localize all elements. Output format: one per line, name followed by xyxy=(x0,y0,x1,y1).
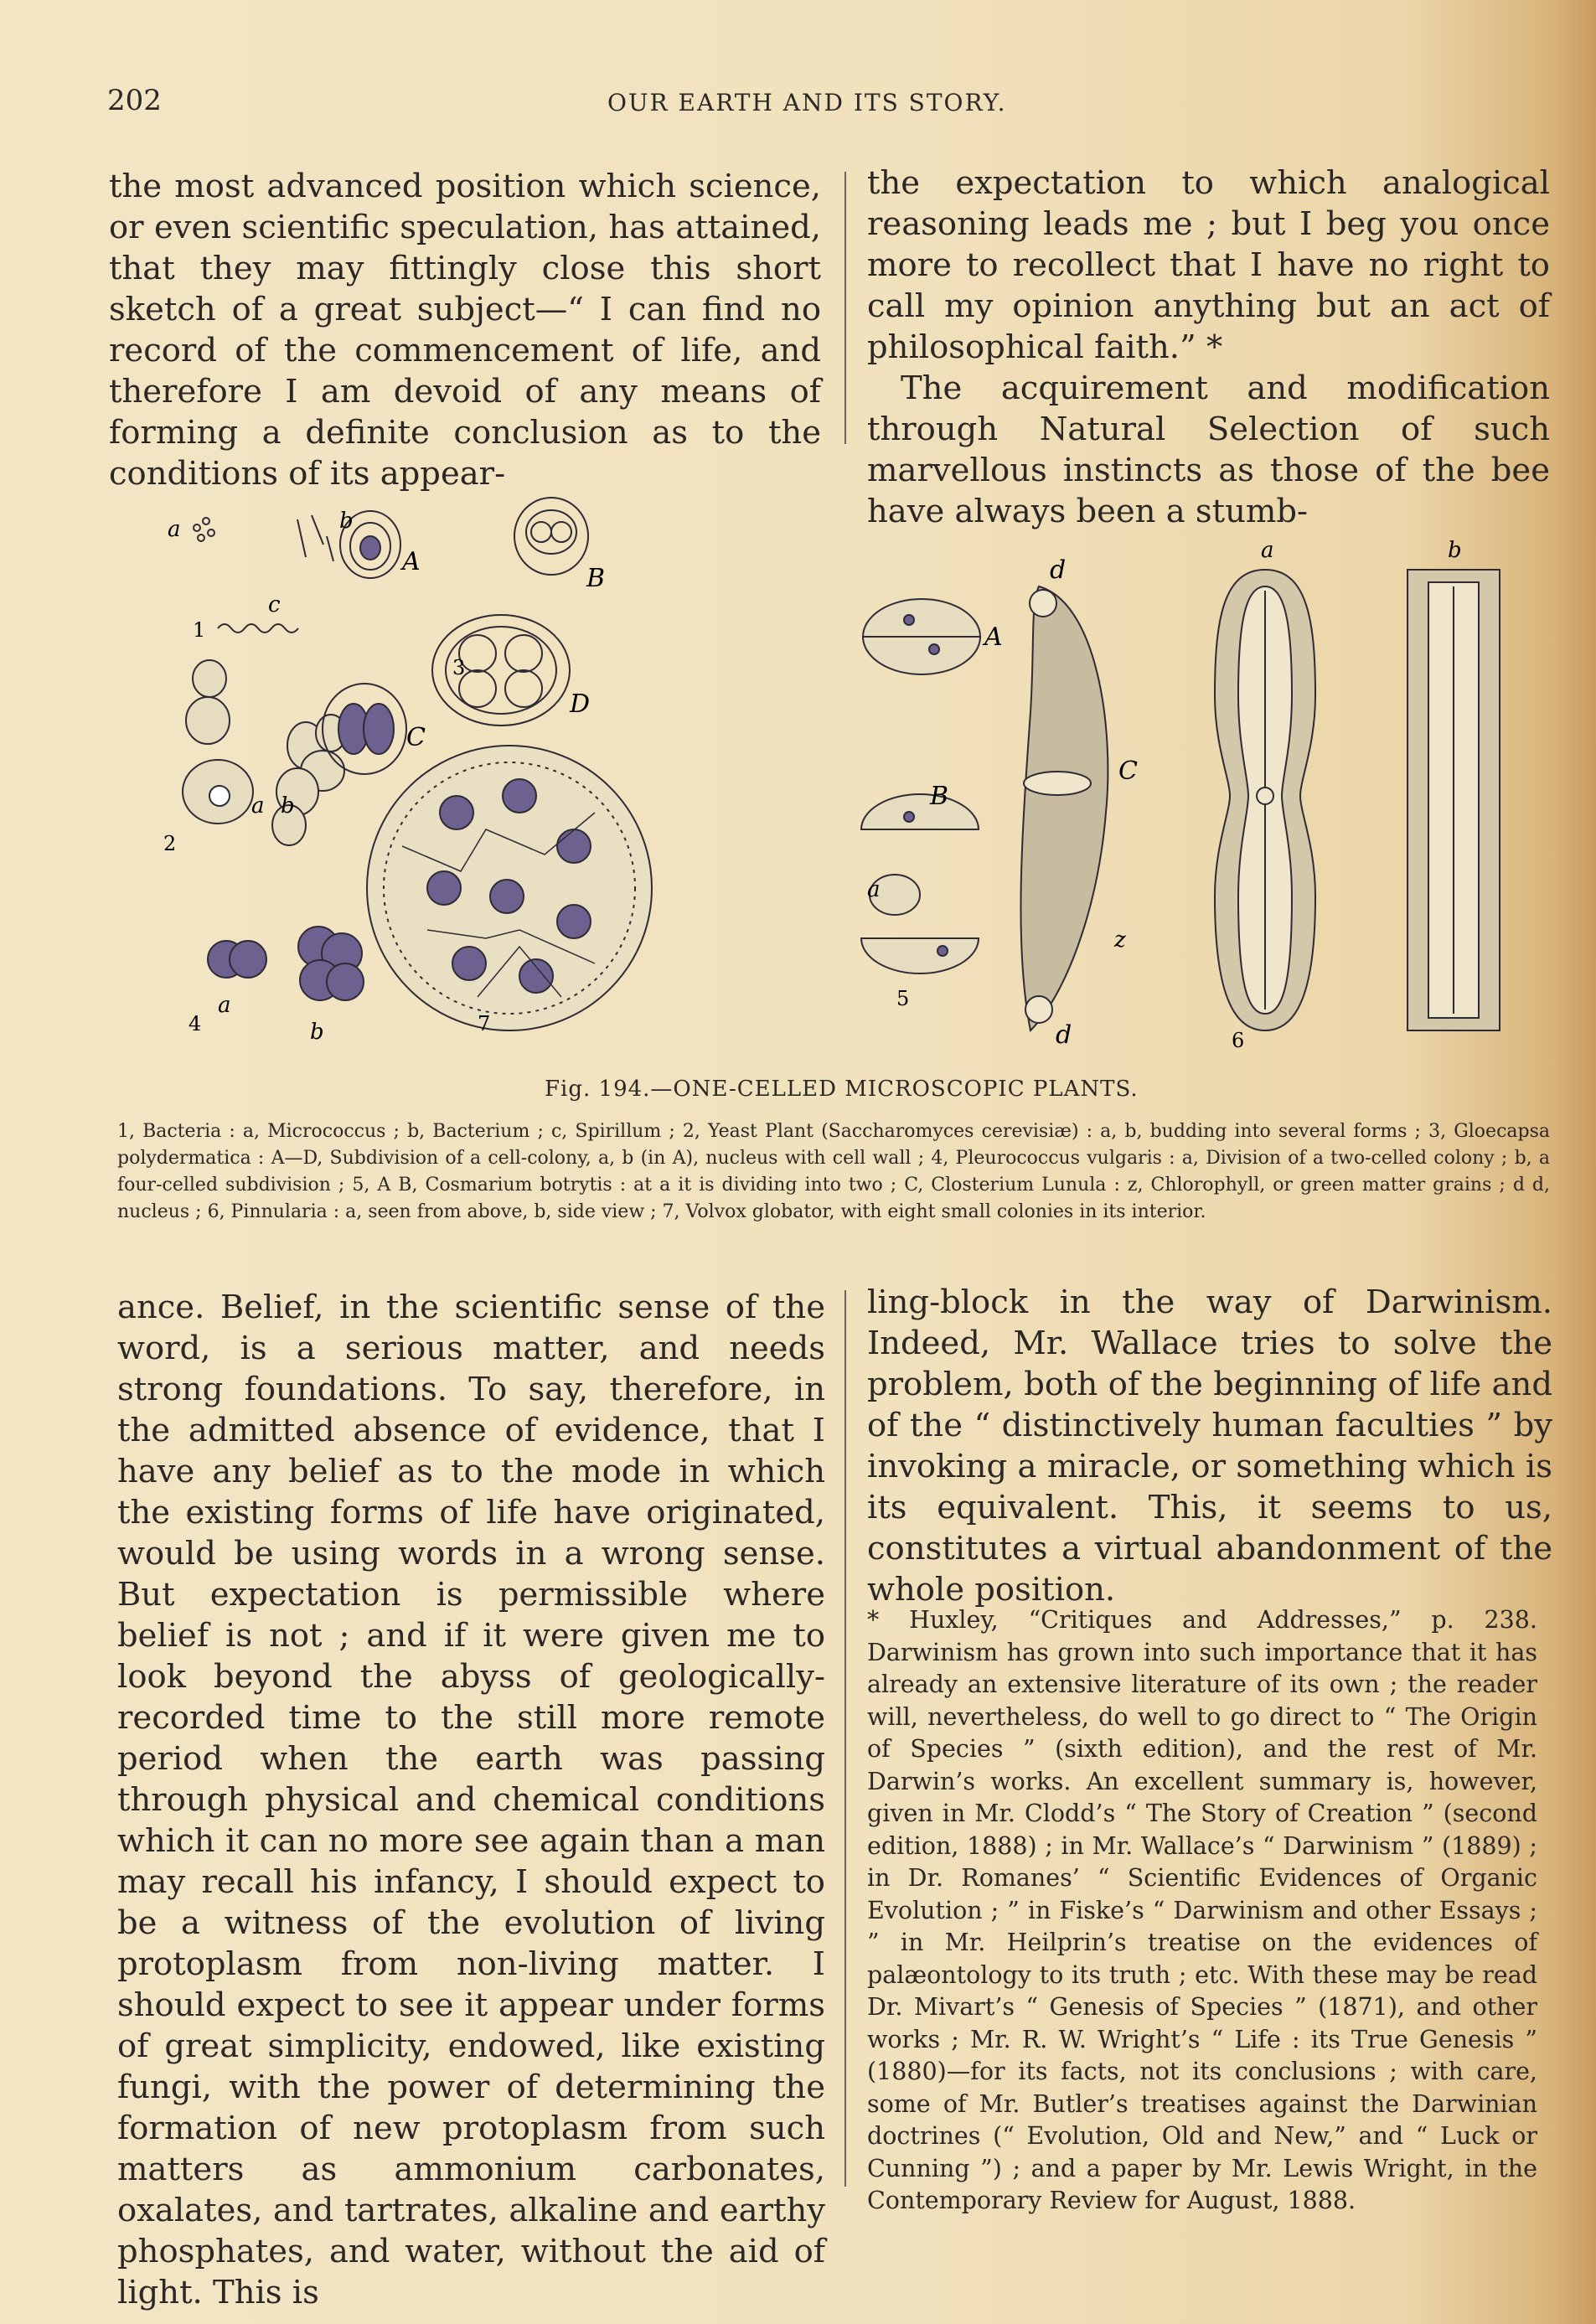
figure-legend xyxy=(117,1118,1550,1226)
label-5A: A xyxy=(984,622,1003,652)
label-5B: B xyxy=(930,782,949,811)
number-2: 2 xyxy=(163,832,177,855)
label-2b: b xyxy=(281,793,295,819)
figure-caption: Fig. 194.—ONE-CELLED MICROSCOPIC PLANTS. xyxy=(545,1077,1139,1102)
number-4: 4 xyxy=(189,1012,202,1035)
label-1c: c xyxy=(268,592,281,617)
pleurococcus-drawing xyxy=(208,927,364,1000)
top-right-column xyxy=(867,163,1550,532)
microscopic-plants-illustration xyxy=(126,494,1550,1056)
number-5: 5 xyxy=(896,987,910,1010)
label-3C: C xyxy=(406,723,426,752)
page-header xyxy=(0,84,1596,134)
running-title: OUR EARTH AND ITS STORY. xyxy=(607,89,1007,116)
bottom-right-paragraph: ling-block in the way of Darwinism. Indeed, Mr. Wallace tries to solve the problem, both of the beginning of life and of the “ distinctively human faculties ” by invoking a miracle, or something which is its equivalent. This, it seems to us, constitutes a virtual abandonment of the whole position. xyxy=(867,1283,1552,1609)
bottom-left-column xyxy=(117,1287,825,2313)
label-2a: a xyxy=(251,793,265,819)
label-4b: b xyxy=(310,1020,324,1045)
bacteria-drawing xyxy=(194,515,333,633)
label-1b: b xyxy=(339,509,354,534)
gloecapsa-drawing xyxy=(323,498,591,774)
closterium-drawing xyxy=(1020,586,1108,1030)
top-right-paragraph-2: The acquirement and modification through Natural Selection of such marvellous instincts as those of the bee have always been a stumb- xyxy=(867,369,1550,530)
label-3A: A xyxy=(402,547,421,576)
top-left-paragraph: the most advanced position which science, or even scientific speculation, has attained, that they may fittingly close this short sketch of a great subject—“ I can find no record of the commencement of life, and therefore I am devoid of any means of forming a definite conclusion as to the conditions of its appear- xyxy=(109,168,821,493)
bottom-left-paragraph: ance. Belief, in the scientific sense of the word, is a serious matter, and needs strong foundations. To say, therefore, in the admitted absence of evidence, that I have any belief as to the mode in which the existing forms of life have originated, would be using words in a wrong sense. But expectation is permissible where belief is not ; and if it were given me to look beyond the abyss of geologically-recorded time to the still more remote period when the earth was passing through physical and chemical conditions which it can no more see again than a man may recall his infancy, I should expect to be a witness of the evolution of living protoplasm from non-living matter. I should expect to see it appear under forms of great simplicity, endowed, like existing fungi, with the power of determining the formation of new protoplasm from such matters as ammonium carbonates, oxalates, and tartrates, alkaline and earthy phosphates, and water, without the aid of light. This is xyxy=(117,1289,825,2311)
number-3: 3 xyxy=(452,656,466,679)
label-3B: B xyxy=(586,564,606,593)
figure-legend-text: 1, Bacteria : a, Micrococcus ; b, Bacterium ; c, Spirillum ; 2, Yeast Plant (Saccharomyces cerevisiæ) : a, b, budding into several forms ; 3, Gloecapsa polydermatica : A—D, Subdivision of a cell-colony, a, b (in A), nucleus with cell wall ; 4, Pleurococcus vulgaris : a, Division of a two-celled colony ; b, a four-celled subdivision ; 5, A B, Cosmarium botrytis : at a it is dividing into two ; C, Closterium Lunula : z, Chlorophyll, or green matter grains ; d d, nucleus ; 6, Pinnularia : a, seen from above, b, side view ; 7, Volvox globator, with eight small colonies in its interior. xyxy=(117,1121,1550,1222)
label-closterium-d-bottom: d xyxy=(1056,1020,1072,1050)
label-5a: a xyxy=(867,877,881,902)
label-6a: a xyxy=(1261,538,1274,563)
number-7: 7 xyxy=(478,1012,491,1035)
figure-194 xyxy=(126,494,1550,1056)
label-closterium-C: C xyxy=(1118,757,1138,786)
volvox-drawing xyxy=(367,746,652,1030)
top-left-column xyxy=(109,166,821,494)
page-number: 202 xyxy=(107,84,162,117)
footnote-text: * Huxley, “Critiques and Addresses,” p. 238. Darwinism has grown into such importance that it has already an extensive literature of its own ; the reader will, nevertheless, do well to go direct to “ The Origin of Species ” (sixth edition), and the rest of Mr. Darwin’s works. An excellent summary is, however, given in Mr. Clodd’s “ The Story of Creation ” (second edition, 1888) ; in Mr. Wallace’s “ Darwinism ” (1889) ; in Dr. Romanes’ “ Scientific Evidences of Organic Evolution ; ” in Fiske’s “ Darwinism and other Essays ; ” in Mr. Heilprin’s treatise on the evidences of palæontology to its truth ; etc. With these may be read Dr. Mivart’s “ Genesis of Species ” (1871), and other works ; Mr. R. W. Wright’s “ Life : its True Genesis ” (1880)—for its facts, not its conclusions ; with care, some of Mr. Butler’s treatises against the Darwinian doctrines (“ Evolution, Old and New,” and “ Luck or Cunning ”) ; and a paper by Mr. Lewis Wright, in the Contemporary Review for August, 1888. xyxy=(867,1606,1537,2214)
label-3D: D xyxy=(570,689,591,719)
cosmarium-drawing xyxy=(861,599,980,973)
label-closterium-z: z xyxy=(1114,927,1126,953)
number-1: 1 xyxy=(193,618,206,642)
label-1a: a xyxy=(168,517,181,542)
pinnularia-drawing xyxy=(1215,570,1500,1030)
label-6b: b xyxy=(1448,538,1462,563)
footnote xyxy=(867,1604,1537,2218)
column-rule-bottom xyxy=(844,1290,846,2187)
column-rule-top xyxy=(844,172,846,444)
top-right-paragraph-1: the expectation to which analogical reasoning leads me ; but I beg you once more to recollect that I have no right to call my opinion anything but an act of philosophical faith.” * xyxy=(867,164,1550,366)
bottom-right-column xyxy=(867,1282,1552,1610)
label-closterium-d-top: d xyxy=(1050,555,1067,585)
label-4a: a xyxy=(218,993,231,1018)
number-6: 6 xyxy=(1232,1029,1245,1052)
